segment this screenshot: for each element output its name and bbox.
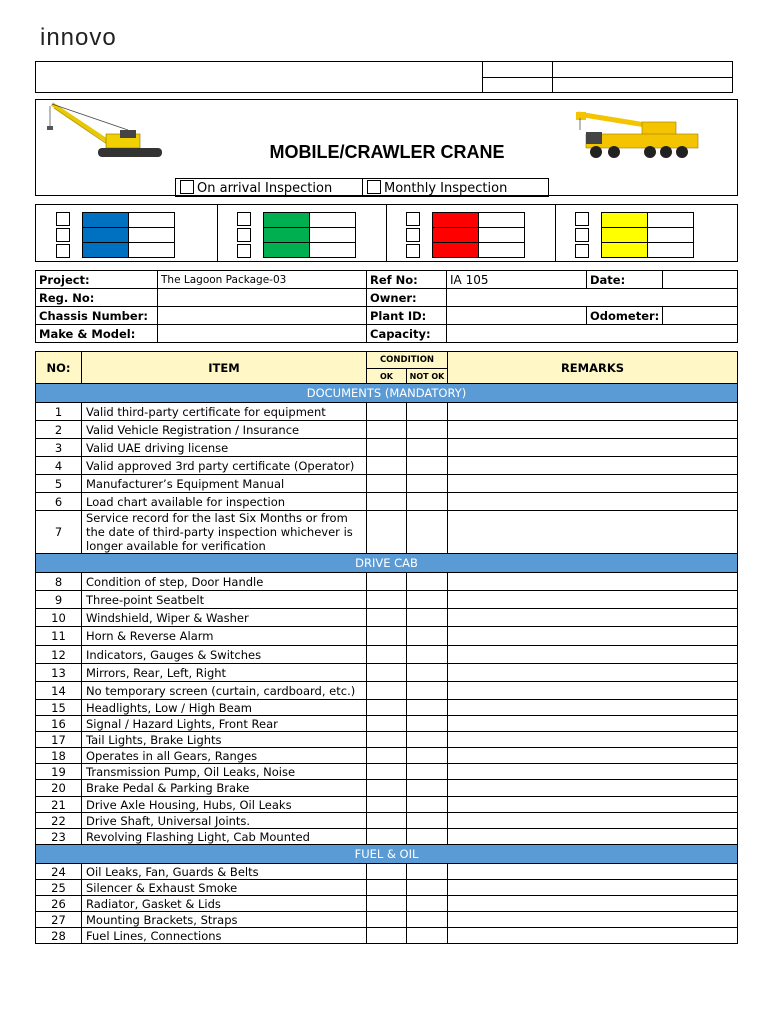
ok-cell[interactable] (367, 912, 407, 928)
row-number: 19 (36, 764, 82, 780)
tag-color-cell (602, 228, 648, 243)
remarks-cell[interactable] (448, 880, 738, 896)
remarks-cell[interactable] (448, 439, 738, 457)
not-ok-cell[interactable] (407, 912, 448, 928)
section-header-row (36, 384, 738, 403)
header-cell (36, 62, 483, 93)
header-cell (553, 62, 733, 78)
row-number: 24 (36, 864, 82, 880)
tag-color-cell (264, 243, 310, 258)
row-number: 22 (36, 813, 82, 829)
ok-cell[interactable] (367, 732, 407, 748)
table-row (36, 829, 738, 845)
row-item: Service record for the last Six Months or from the date of third-party inspection whichever is longer available for verification (82, 511, 367, 554)
row-number: 3 (36, 439, 82, 457)
row-number: 26 (36, 896, 82, 912)
tag-cell (479, 243, 525, 258)
table-row (36, 609, 738, 627)
not-ok-cell[interactable] (407, 829, 448, 845)
remarks-cell[interactable] (448, 716, 738, 732)
remarks-cell[interactable] (448, 912, 738, 928)
tag-cell (310, 243, 356, 258)
capacity-value[interactable] (447, 325, 738, 343)
table-row (36, 880, 738, 896)
document-header-table (35, 61, 733, 93)
tag-cell (129, 243, 175, 258)
table-row (36, 646, 738, 664)
row-item: Drive Axle Housing, Hubs, Oil Leaks (82, 797, 367, 813)
row-number: 10 (36, 609, 82, 627)
not-ok-cell[interactable] (407, 813, 448, 829)
row-item: Revolving Flashing Light, Cab Mounted (82, 829, 367, 845)
row-item: Radiator, Gasket & Lids (82, 896, 367, 912)
tag-color-cell (83, 243, 129, 258)
company-logo: innovo (40, 24, 117, 51)
row-item: Headlights, Low / High Beam (82, 700, 367, 716)
tag-checkboxes[interactable] (575, 212, 589, 260)
ok-cell[interactable] (367, 829, 407, 845)
remarks-cell[interactable] (448, 748, 738, 764)
row-item: No temporary screen (curtain, cardboard, etc.) (82, 682, 367, 700)
equipment-info-table (35, 270, 738, 343)
ok-cell[interactable] (367, 646, 407, 664)
row-number: 23 (36, 829, 82, 845)
row-number: 12 (36, 646, 82, 664)
col-notok-header: NOT OK (407, 369, 448, 384)
ok-cell[interactable] (367, 764, 407, 780)
row-item: Transmission Pump, Oil Leaks, Noise (82, 764, 367, 780)
color-tag-group (217, 205, 387, 261)
chassis-label: Chassis Number: (36, 307, 158, 325)
regno-label: Reg. No: (36, 289, 158, 307)
checklist-body (36, 384, 738, 944)
not-ok-cell[interactable] (407, 732, 448, 748)
ok-cell[interactable] (367, 511, 407, 554)
make-value[interactable] (158, 325, 367, 343)
ok-cell[interactable] (367, 421, 407, 439)
ok-cell[interactable] (367, 780, 407, 797)
remarks-cell[interactable] (448, 403, 738, 421)
tag-checkboxes[interactable] (56, 212, 70, 260)
not-ok-cell[interactable] (407, 764, 448, 780)
not-ok-cell[interactable] (407, 457, 448, 475)
row-item: Valid Vehicle Registration / Insurance (82, 421, 367, 439)
row-item: Manufacturer’s Equipment Manual (82, 475, 367, 493)
not-ok-cell[interactable] (407, 664, 448, 682)
odometer-value[interactable] (663, 307, 738, 325)
remarks-cell[interactable] (448, 896, 738, 912)
tag-cell (129, 228, 175, 243)
row-number: 1 (36, 403, 82, 421)
section-header-row (36, 554, 738, 573)
chassis-value[interactable] (158, 307, 367, 325)
plant-label: Plant ID: (367, 307, 447, 325)
tag-color-grid (82, 212, 175, 258)
col-item-header: ITEM (82, 352, 367, 384)
not-ok-cell[interactable] (407, 439, 448, 457)
remarks-cell[interactable] (448, 732, 738, 748)
tag-color-cell (602, 213, 648, 228)
not-ok-cell[interactable] (407, 716, 448, 732)
header-cell (483, 62, 553, 78)
remarks-cell[interactable] (448, 646, 738, 664)
tag-checkboxes[interactable] (237, 212, 251, 260)
not-ok-cell[interactable] (407, 896, 448, 912)
on-arrival-checkbox[interactable] (180, 180, 194, 194)
on-arrival-option[interactable] (176, 179, 363, 197)
remarks-cell[interactable] (448, 700, 738, 716)
row-item: Signal / Hazard Lights, Front Rear (82, 716, 367, 732)
table-row (36, 421, 738, 439)
tag-color-cell (433, 228, 479, 243)
row-number: 9 (36, 591, 82, 609)
not-ok-cell[interactable] (407, 493, 448, 511)
tag-cell (310, 228, 356, 243)
col-ok-header: OK (367, 369, 407, 384)
section-title: FUEL & OIL (36, 845, 738, 864)
monthly-checkbox[interactable] (367, 180, 381, 194)
not-ok-cell[interactable] (407, 880, 448, 896)
ok-cell[interactable] (367, 664, 407, 682)
not-ok-cell[interactable] (407, 682, 448, 700)
checklist-table (35, 351, 738, 944)
form-title: MOBILE/CRAWLER CRANE (269, 142, 505, 162)
on-arrival-label: On arrival Inspection (197, 180, 333, 196)
table-row (36, 627, 738, 646)
not-ok-cell[interactable] (407, 928, 448, 944)
tag-cell (129, 213, 175, 228)
col-remarks-header: REMARKS (448, 352, 738, 384)
row-number: 17 (36, 732, 82, 748)
col-no-header: NO: (36, 352, 82, 384)
tag-color-grid (432, 212, 525, 258)
row-item: Fuel Lines, Connections (82, 928, 367, 944)
row-number: 28 (36, 928, 82, 944)
tag-color-cell (602, 243, 648, 258)
table-row (36, 493, 738, 511)
project-value[interactable]: The Lagoon Package-03 (158, 271, 367, 289)
row-item: Brake Pedal & Parking Brake (82, 780, 367, 797)
remarks-cell[interactable] (448, 591, 738, 609)
remarks-cell[interactable] (448, 797, 738, 813)
color-tag-group (386, 205, 556, 261)
tag-color-cell (83, 228, 129, 243)
remarks-cell[interactable] (448, 928, 738, 944)
capacity-label: Capacity: (367, 325, 447, 343)
remarks-cell[interactable] (448, 780, 738, 797)
remarks-cell[interactable] (448, 682, 738, 700)
not-ok-cell[interactable] (407, 573, 448, 591)
not-ok-cell[interactable] (407, 627, 448, 646)
refno-label: Ref No: (367, 271, 447, 289)
tag-color-cell (433, 213, 479, 228)
table-row (36, 664, 738, 682)
not-ok-cell[interactable] (407, 475, 448, 493)
ok-cell[interactable] (367, 748, 407, 764)
remarks-cell[interactable] (448, 573, 738, 591)
table-row (36, 764, 738, 780)
refno-value[interactable]: IA 105 (447, 271, 587, 289)
row-number: 8 (36, 573, 82, 591)
tag-cell (648, 243, 694, 258)
project-label: Project: (36, 271, 158, 289)
row-item: Condition of step, Door Handle (82, 573, 367, 591)
table-row (36, 912, 738, 928)
table-row (36, 573, 738, 591)
header-cell (483, 77, 553, 93)
ok-cell[interactable] (367, 797, 407, 813)
table-row (36, 439, 738, 457)
row-number: 14 (36, 682, 82, 700)
ok-cell[interactable] (367, 864, 407, 880)
monthly-option[interactable] (363, 179, 549, 197)
monthly-label: Monthly Inspection (384, 180, 508, 196)
not-ok-cell[interactable] (407, 403, 448, 421)
remarks-cell[interactable] (448, 511, 738, 554)
odometer-label: Odometer: (587, 307, 663, 325)
header-cell (553, 77, 733, 93)
ok-cell[interactable] (367, 573, 407, 591)
remarks-cell[interactable] (448, 829, 738, 845)
ok-cell[interactable] (367, 682, 407, 700)
col-condition-header: CONDITION (367, 352, 448, 369)
row-item: Load chart available for inspection (82, 493, 367, 511)
owner-label: Owner: (367, 289, 447, 307)
color-tag-panel (35, 204, 738, 262)
remarks-cell[interactable] (448, 864, 738, 880)
table-row (36, 700, 738, 716)
row-item: Mirrors, Rear, Left, Right (82, 664, 367, 682)
table-row (36, 797, 738, 813)
tag-color-grid (601, 212, 694, 258)
row-item: Indicators, Gauges & Switches (82, 646, 367, 664)
row-number: 4 (36, 457, 82, 475)
table-row (36, 780, 738, 797)
ok-cell[interactable] (367, 813, 407, 829)
not-ok-cell[interactable] (407, 864, 448, 880)
remarks-cell[interactable] (448, 609, 738, 627)
row-number: 7 (36, 511, 82, 554)
tag-color-cell (264, 213, 310, 228)
row-item: Operates in all Gears, Ranges (82, 748, 367, 764)
not-ok-cell[interactable] (407, 700, 448, 716)
tag-cell (310, 213, 356, 228)
ok-cell[interactable] (367, 700, 407, 716)
row-item: Valid UAE driving license (82, 439, 367, 457)
section-title: DRIVE CAB (36, 554, 738, 573)
row-number: 13 (36, 664, 82, 682)
plant-value[interactable] (447, 307, 587, 325)
ok-cell[interactable] (367, 609, 407, 627)
remarks-cell[interactable] (448, 813, 738, 829)
table-row (36, 403, 738, 421)
date-label: Date: (587, 271, 663, 289)
not-ok-cell[interactable] (407, 421, 448, 439)
row-item: Horn & Reverse Alarm (82, 627, 367, 646)
ok-cell[interactable] (367, 403, 407, 421)
row-number: 5 (36, 475, 82, 493)
table-row (36, 864, 738, 880)
ok-cell[interactable] (367, 475, 407, 493)
table-row (36, 457, 738, 475)
table-row (36, 896, 738, 912)
table-row (36, 511, 738, 554)
ok-cell[interactable] (367, 457, 407, 475)
row-number: 21 (36, 797, 82, 813)
section-header-row (36, 845, 738, 864)
ok-cell[interactable] (367, 439, 407, 457)
table-row (36, 475, 738, 493)
remarks-cell[interactable] (448, 457, 738, 475)
not-ok-cell[interactable] (407, 646, 448, 664)
tag-color-cell (264, 228, 310, 243)
remarks-cell[interactable] (448, 475, 738, 493)
tag-cell (479, 213, 525, 228)
tag-color-grid (263, 212, 356, 258)
ok-cell[interactable] (367, 627, 407, 646)
tag-color-cell (83, 213, 129, 228)
tag-cell (648, 228, 694, 243)
row-item: Mounting Brackets, Straps (82, 912, 367, 928)
mobile-crane-image (572, 104, 704, 164)
not-ok-cell[interactable] (407, 797, 448, 813)
table-row (36, 813, 738, 829)
tag-checkboxes[interactable] (406, 212, 420, 260)
remarks-cell[interactable] (448, 627, 738, 646)
table-row (36, 732, 738, 748)
remarks-cell[interactable] (448, 493, 738, 511)
ok-cell[interactable] (367, 896, 407, 912)
ok-cell[interactable] (367, 493, 407, 511)
row-item: Valid third-party certificate for equipment (82, 403, 367, 421)
tag-cell (648, 213, 694, 228)
ok-cell[interactable] (367, 591, 407, 609)
row-item: Three-point Seatbelt (82, 591, 367, 609)
remarks-cell[interactable] (448, 764, 738, 780)
regno-value[interactable] (158, 289, 367, 307)
row-item: Silencer & Exhaust Smoke (82, 880, 367, 896)
not-ok-cell[interactable] (407, 780, 448, 797)
inspection-type-options (175, 178, 549, 197)
owner-value[interactable] (447, 289, 738, 307)
row-item: Valid approved 3rd party certificate (Operator) (82, 457, 367, 475)
table-row (36, 928, 738, 944)
color-tag-group (555, 205, 737, 261)
row-number: 20 (36, 780, 82, 797)
row-number: 11 (36, 627, 82, 646)
date-value[interactable] (663, 271, 738, 289)
row-item: Windshield, Wiper & Washer (82, 609, 367, 627)
not-ok-cell[interactable] (407, 748, 448, 764)
table-row (36, 591, 738, 609)
remarks-cell[interactable] (448, 421, 738, 439)
table-row (36, 682, 738, 700)
row-number: 15 (36, 700, 82, 716)
table-row (36, 716, 738, 732)
row-number: 25 (36, 880, 82, 896)
section-title: DOCUMENTS (MANDATORY) (36, 384, 738, 403)
row-item: Tail Lights, Brake Lights (82, 732, 367, 748)
make-label: Make & Model: (36, 325, 158, 343)
ok-cell[interactable] (367, 880, 407, 896)
row-number: 2 (36, 421, 82, 439)
row-number: 6 (36, 493, 82, 511)
row-number: 18 (36, 748, 82, 764)
crawler-crane-image (40, 100, 164, 162)
ok-cell[interactable] (367, 928, 407, 944)
row-number: 27 (36, 912, 82, 928)
remarks-cell[interactable] (448, 664, 738, 682)
ok-cell[interactable] (367, 716, 407, 732)
tag-color-cell (433, 243, 479, 258)
tag-cell (479, 228, 525, 243)
not-ok-cell[interactable] (407, 511, 448, 554)
not-ok-cell[interactable] (407, 591, 448, 609)
row-item: Drive Shaft, Universal Joints. (82, 813, 367, 829)
not-ok-cell[interactable] (407, 609, 448, 627)
row-item: Oil Leaks, Fan, Guards & Belts (82, 864, 367, 880)
color-tag-group (36, 205, 218, 261)
row-number: 16 (36, 716, 82, 732)
table-row (36, 748, 738, 764)
